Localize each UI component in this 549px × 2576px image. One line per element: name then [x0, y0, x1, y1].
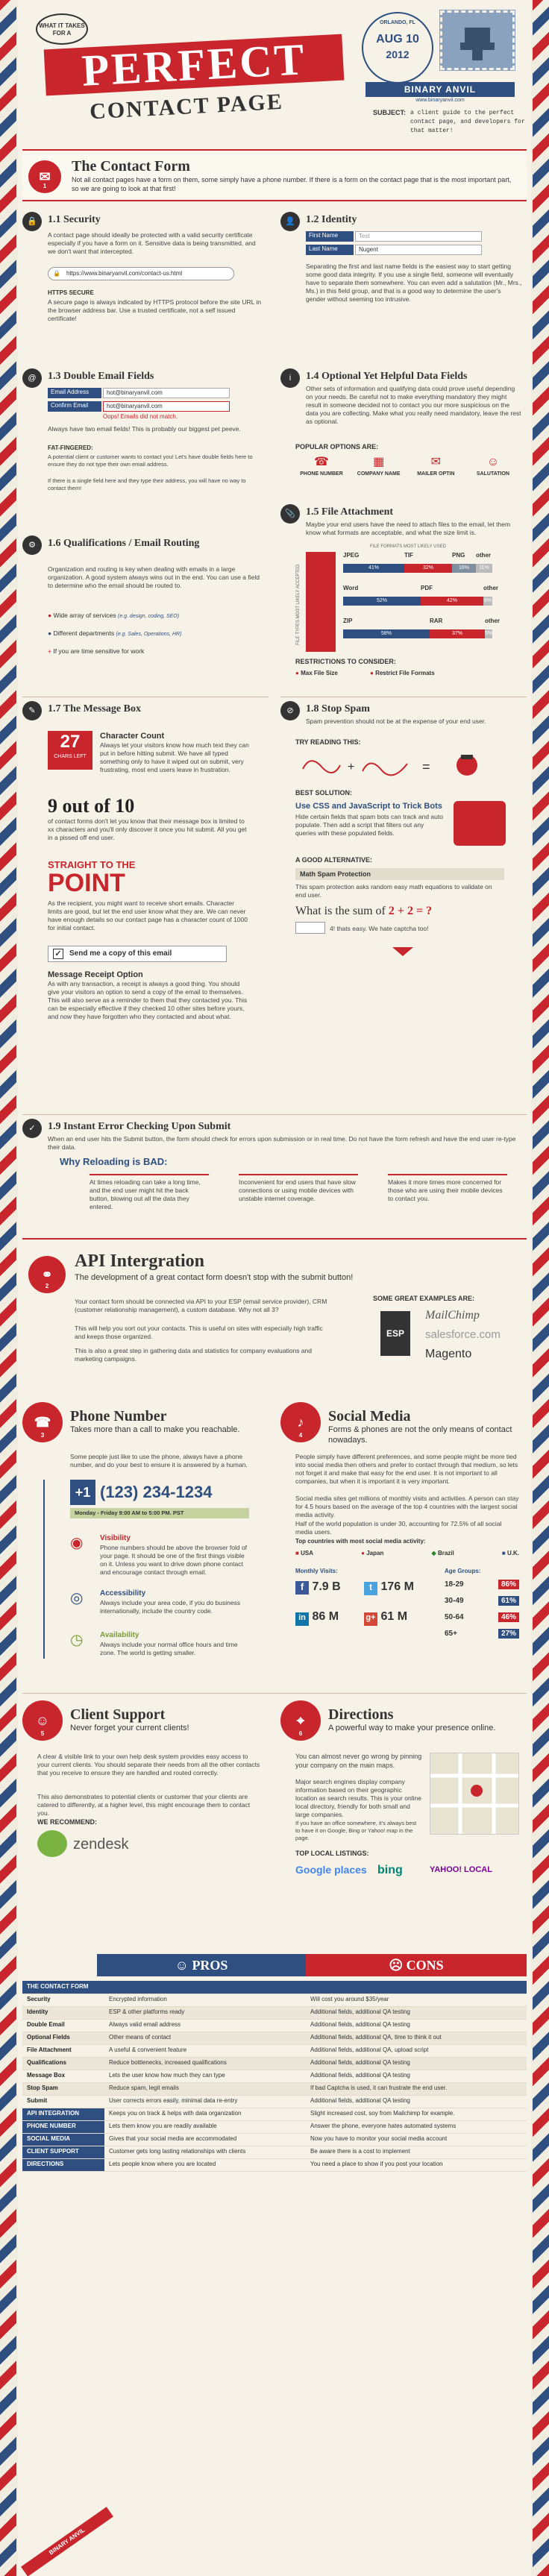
age-value: 27%: [498, 1629, 519, 1639]
file-share-bar: 37%: [430, 629, 485, 638]
count-title: Character Count: [100, 732, 165, 741]
directions-title: Directions: [328, 1706, 394, 1723]
qual-item-2: ● Different departments (e.g. Sales, Operations, HR): [48, 629, 182, 637]
phone-prefix: +1: [70, 1480, 95, 1505]
max-file-size: ● Max File Size: [295, 670, 338, 676]
chars-left-box: [48, 731, 92, 770]
subject-text: a client guide to the perfect contact page, and developers for that matter!: [410, 110, 525, 134]
googleplus-visits: 61 M: [380, 1610, 408, 1623]
airmail-border-right: [533, 0, 549, 2576]
file-type-label: PNG: [452, 552, 465, 559]
directions-text-3: If you have an office somewhere, it's always best to have it on Google, Bing or Yahoo! map in the page.: [295, 1820, 417, 1841]
bing-logo[interactable]: bing: [377, 1864, 403, 1876]
pc-row: Double Email Always valid email address Additional fields, additional QA testing: [22, 2019, 527, 2032]
identity-title: Identity: [321, 214, 357, 225]
https-text: A secure page is always indicated by HTTPS protocol before the site URL in the browser address bar. Use a trusted certificate, not a self issued certificate!: [48, 298, 261, 323]
qual-item-1: ● Wide array of services (e.g. design, coding, SEO): [48, 612, 180, 619]
message-num: 1.7: [48, 703, 61, 714]
header-badge: [36, 13, 88, 45]
link-icon: ⚭ 2: [28, 1256, 66, 1293]
first-name-label: First Name: [306, 231, 354, 242]
optional-title: Optional Yet Helpful Data Fields: [321, 371, 468, 382]
https-title: HTTPS SECURE: [48, 289, 94, 296]
cons-header: ☹ CONS: [306, 1954, 527, 1976]
mailer-option-icon: ✉: [430, 456, 442, 468]
api-section: [22, 1238, 527, 1372]
age-label: 65+: [445, 1630, 457, 1638]
accessibility-title: Accessibility: [100, 1589, 146, 1598]
magento-logo: Magento: [425, 1348, 472, 1360]
phone-icon: ☎ 3: [22, 1402, 63, 1442]
best-solution-text: Hide certain fields that spam bots can track and auto populate. Then add a script that filters out any queries with these populated fields.: [295, 813, 443, 838]
airmail-border-left: [0, 0, 16, 2576]
double-email-text: Always have two email fields! This is probably our biggest pet peeve.: [48, 425, 241, 433]
country-uk: ■ U.K.: [501, 1550, 519, 1556]
fat-fingered-title: FAT-FINGERED:: [48, 444, 93, 451]
lock-icon: 🔒: [22, 212, 42, 231]
api-title: API Intergration: [75, 1251, 204, 1271]
footer: [0, 2521, 549, 2576]
postage-stamp: [440, 10, 515, 70]
checkbox-icon[interactable]: ✓: [53, 949, 63, 959]
bot-icon: [454, 801, 506, 846]
svg-text:=: =: [422, 759, 430, 774]
bird-icon: ♪ 4: [280, 1402, 321, 1442]
age-value: 86%: [498, 1580, 519, 1589]
file-share-bar: 42%: [421, 597, 483, 606]
file-type-label: PDF: [421, 585, 433, 591]
email-error: Oops! Emails did not match.: [103, 413, 178, 420]
esp-crm-icon: ESP: [380, 1311, 410, 1356]
country-usa: ■ USA: [295, 1550, 313, 1556]
security-title: Security: [63, 214, 101, 225]
receipt-text: As with any transaction, a receipt is always a good thing. You should give your visitors an option to send a copy of the email to themselves. This will also serve as a reminder to them that they contacted you. This can be especially effective if they checked 10 other sites before yours, and now they have forgotten who they contacted and about what.: [48, 980, 248, 1021]
optional-text: Other sets of information and qualifying data could prove useful depending on your needs. Be careful not to make everything mandatory they might result in someone decided not to contact you our more suspicious on the data you are collecting. Make what you really need mandatory, leave the rest as optional.: [306, 385, 521, 426]
email-label: Email Address: [48, 388, 101, 398]
qualifications-title: Qualifications / Email Routing: [63, 538, 200, 549]
restrict-bullet-icon: ●: [370, 670, 374, 676]
japan-flag-icon: ●: [361, 1550, 365, 1556]
option-company: COMPANY NAME: [357, 471, 401, 477]
restrictions-label: RESTRICTIONS TO CONSIDER:: [295, 658, 396, 665]
double-email-section: [22, 368, 269, 525]
math-answer-field[interactable]: [295, 922, 325, 934]
message-title: The Message Box: [63, 703, 141, 714]
clock-icon: ◷: [70, 1632, 84, 1648]
top-listings-label: TOP LOCAL LISTINGS:: [295, 1850, 369, 1857]
security-num: 1.1: [48, 214, 61, 225]
subject-label: SUBJECT:: [373, 109, 407, 116]
phone-title: Phone Number: [70, 1408, 167, 1424]
math-tail: 4! thats easy. We hate captcha too!: [330, 925, 429, 932]
social-text-3: Half of the world population is under 30, accounting for 72.5% of all social media users.: [295, 1520, 502, 1536]
file-type-label: other: [483, 585, 498, 591]
email-field[interactable]: hot@binaryanvil.com: [103, 388, 230, 398]
age-label: 18-29: [445, 1580, 464, 1589]
file-num: 1.5: [306, 506, 319, 518]
restrict-formats: ● Restrict File Formats: [370, 670, 435, 676]
down-arrow-icon: [392, 947, 413, 956]
file-share-bar: 16%: [452, 564, 476, 573]
age-value: 61%: [498, 1596, 519, 1606]
captcha-illustration: [295, 750, 512, 780]
chars-label: CHARS LEFT: [54, 754, 87, 759]
confirm-email-label: Confirm Email: [48, 401, 101, 412]
contact-form-intro: [22, 149, 527, 201]
perfect-banner: PERFECT: [44, 34, 345, 96]
support-icon: ☺ 5: [22, 1700, 63, 1741]
pc-row: Qualifications Reduce bottlenecks, increased qualifications Additional fields, additional QA testing: [22, 2057, 527, 2070]
linkedin-icon[interactable]: in: [295, 1612, 309, 1626]
visibility-title: Visibility: [100, 1534, 131, 1542]
pros-cons-section: [22, 1954, 527, 2275]
identity-num: 1.2: [306, 214, 319, 225]
file-share-bar: 5%: [485, 629, 492, 638]
postmark-year: 2012: [386, 48, 410, 60]
social-section: [280, 1402, 527, 1686]
facebook-visits: 7.9 B: [312, 1580, 341, 1593]
directions-text-2: Major search engines display company information based on their geographic location as search results. This is your online local directory, friendly for both small and large companies.: [295, 1778, 421, 1819]
file-type-column: [306, 552, 336, 652]
availability-title: Availability: [100, 1631, 139, 1639]
reload-reasons: [90, 1174, 507, 1211]
try-reading-label: TRY READING THIS:: [295, 738, 361, 746]
last-name-field[interactable]: Nugent: [355, 245, 482, 255]
https-lock-icon: 🔒: [53, 270, 60, 277]
point-line-2: POINT: [48, 869, 125, 897]
visibility-text: Phone numbers should be above the browser fold of your page. It should be one of the first things visible on it. Unless you want to drive down phone contact and encourage contact through email.: [100, 1544, 248, 1577]
googleplus-icon[interactable]: g+: [364, 1612, 377, 1626]
api-subtitle: The development of a great contact form doesn't stop with the submit button!: [75, 1273, 354, 1282]
social-title: Social Media: [328, 1408, 411, 1424]
file-share-bar: 41%: [343, 564, 404, 573]
option-mailer: MAILER OPTIN: [417, 471, 455, 477]
file-type-label: other: [476, 552, 491, 559]
file-type-label: TIF: [404, 552, 413, 559]
person-icon: 👤: [280, 212, 300, 231]
age-row: [445, 1580, 519, 1593]
double-email-num: 1.3: [48, 371, 61, 382]
popular-options-list: [295, 455, 519, 477]
postmark-date: AUG 10: [376, 33, 419, 46]
optional-fields-section: [280, 368, 527, 499]
fat-fingered-text: A potential client or customer wants to contact you! Let's have double fields here to ensure they do not type their own email address.: [48, 453, 253, 468]
point-line-1: STRAIGHT TO THE: [48, 859, 136, 870]
file-share-bar: 32%: [404, 564, 452, 573]
math-title: Math Spam Protection: [295, 868, 504, 880]
svg-text:+: +: [348, 761, 355, 773]
examples-label: SOME GREAT EXAMPLES ARE:: [373, 1295, 475, 1302]
support-text-1: A clear & visible link to your own help desk system provides easy access to your current clients. You should separate their needs from all the other contacts that you receive to ensure they are handled and routed correctly.: [37, 1753, 260, 1777]
paperclip-icon: 📎: [280, 504, 300, 524]
recommend-label: WE RECOMMEND:: [37, 1818, 97, 1826]
pc-section-row: DIRECTIONS Lets people know where you are located You need a place to show if you post your location: [22, 2158, 527, 2171]
count-text: Always let your visitors know how much text they can put in before hitting submit. We have all typed something only to have it wiped out on submit, very frustrating, most end users leave in frustration.: [100, 741, 249, 774]
age-row: [445, 1629, 519, 1642]
phone-number[interactable]: (123) 234-1234: [100, 1483, 213, 1501]
what-it-takes: WHAT IT TAKES: [39, 22, 85, 29]
stop-spam-section: [280, 701, 527, 1119]
receipt-title: Message Receipt Option: [48, 970, 143, 979]
thumb-down-icon: ☹: [389, 1958, 404, 1973]
security-url: https://www.binaryanvil.com/contact-us.html: [66, 270, 183, 277]
support-title: Client Support: [70, 1706, 166, 1723]
chars-count: 27: [60, 732, 81, 752]
reload-reason-1: At times reloading can take a long time, and the end user might hit the back button, blowing out all the data they entered.: [90, 1174, 209, 1211]
send-copy-option[interactable]: [48, 946, 227, 962]
file-type-label: Word: [343, 585, 359, 591]
file-share-bar: 6%: [483, 597, 492, 606]
reload-reason-3: Makes it more times more concerned for those who are using their mobile devices to contact you.: [388, 1174, 507, 1211]
brand-ribbon: BINARY ANVIL: [366, 82, 515, 97]
top-countries-label: Top countries with most social media activity:: [295, 1538, 426, 1545]
social-subtitle: Forms & phones are not the only means of contact nowadays.: [328, 1425, 512, 1445]
mailchimp-logo: MailChimp: [425, 1309, 480, 1322]
thumb-up-icon: ☺: [175, 1958, 189, 1973]
reload-reason-2: Inconvenient for end users that have slow connections or using mobile devices with unstable internet coverage.: [239, 1174, 358, 1211]
best-solution-label: BEST SOLUTION:: [295, 789, 352, 797]
popular-options-label: POPULAR OPTIONS ARE:: [295, 443, 379, 450]
brand-site: www.binaryanvil.com: [415, 98, 465, 103]
security-text: A contact page should ideally be protected with a valid security certificate especially if you have a form on it. Sensitive data is being transmitted, and we don't want that intercepted.: [48, 231, 256, 256]
qualifications-list: [48, 607, 264, 659]
qual-item-3: + If you are time sensitive for work: [48, 647, 145, 655]
age-label: 30-49: [445, 1597, 464, 1605]
country-japan: ● Japan: [361, 1550, 384, 1556]
directions-subtitle: A powerful way to make your presence online.: [328, 1724, 496, 1732]
why-reloading: Why Reloading is BAD:: [60, 1156, 168, 1167]
header: [22, 7, 527, 138]
pros-cons-table: [22, 1981, 527, 2172]
pc-row: Message Box Lets the user know how much they can type Additional fields, additional QA testing: [22, 2070, 527, 2082]
pc-section-row: API INTEGRATION Keeps you on track & helps with data organization Slight increased cost, soy from Mailchimp for example.: [22, 2108, 527, 2120]
divider: [22, 1114, 527, 1115]
phone-text: Some people just like to use the phone, always have a phone number, and do your best to ensure it is answered by a human.: [70, 1453, 248, 1469]
zendesk-mascot-icon: [37, 1830, 67, 1857]
uk-flag-icon: ■: [501, 1550, 506, 1556]
age-row: [445, 1596, 519, 1609]
math-text: This spam protection asks random easy math equations to validate on end user.: [295, 883, 492, 899]
last-name-label: Last Name: [306, 245, 354, 255]
file-share-bar: 11%: [476, 564, 492, 573]
eye-icon: ◉: [70, 1535, 84, 1551]
file-chart-title: FILE FORMATS MOST LIKELY USED: [370, 544, 446, 549]
pros-header: ☺ PROS: [97, 1954, 306, 1976]
monthly-visits-grid: [295, 1580, 430, 1662]
age-row: [445, 1612, 519, 1626]
directions-text-1: You can almost never go wrong by pinning your company on the main maps.: [295, 1753, 422, 1769]
pc-section-row: PHONE NUMBER Lets them know you are readily available Answer the phone, everyone hates automated systems: [22, 2120, 527, 2133]
nine-text: of contact forms don't let you know that their message box is limited to xx characters and you'll only discover it once you hit submit. All you get in a pissed off end user.: [48, 817, 247, 842]
globe-icon: ◎: [70, 1590, 84, 1606]
salesforce-logo: salesforce.com: [425, 1328, 501, 1341]
salutation-option-icon: ☺: [486, 456, 500, 468]
contact-form-title: The Contact Form: [72, 158, 190, 175]
file-text: Maybe your end users have the need to attach files to the email, let them know what formats are acceptable, and what the size limit is.: [306, 521, 511, 537]
file-type-label: ZIP: [343, 618, 353, 624]
file-row: [343, 552, 507, 582]
pc-section-row: CLIENT SUPPORT Customer gets long lasting relationships with clients Be aware there is a cost to implement: [22, 2146, 527, 2158]
pc-row: Submit User corrects errors easily, minimal data re-entry Additional fields, additional QA testing: [22, 2095, 527, 2108]
brazil-flag-icon: ◆: [431, 1550, 436, 1556]
contact-form-text: Not all contact pages have a form on them, some simply have a phone number. If there is a form on the contact page that is the most important part, so we are going to look at that first!: [72, 176, 512, 192]
point-text: As the recipient, you might want to receive short emails. Character limits are good, but let the end user know what they are. We can never have enough details so our contact page has a character count of 1000 for initial contact.: [48, 899, 248, 932]
fat-fingered-text-2: If there is a single field here and they type their address, you will have no way to contact them!: [48, 477, 246, 491]
good-alternative-label: A GOOD ALTERNATIVE:: [295, 856, 372, 864]
file-row: [343, 585, 507, 615]
identity-section: [280, 212, 527, 361]
footer-brand: BINARY ANVIL: [21, 2507, 113, 2576]
country-list: [295, 1550, 519, 1557]
message-box-section: [22, 701, 269, 1119]
best-solution-title: Use CSS and JavaScript to Trick Bots: [295, 802, 442, 811]
pin-icon: ⌖ 6: [280, 1700, 321, 1741]
file-row: [343, 618, 507, 647]
pc-head: THE CONTACT FORM: [22, 1981, 527, 1994]
math-question: What is the sum of 2 + 2 = ?: [295, 905, 433, 917]
max-bullet-icon: ●: [295, 670, 299, 676]
spam-title: Stop Spam: [321, 703, 370, 714]
first-name-field[interactable]: Test: [355, 231, 482, 242]
pc-row: Optional Fields Other means of contact Additional fields, additional QA, time to think it out: [22, 2032, 527, 2044]
google-places-logo[interactable]: Google places: [295, 1864, 367, 1876]
company-option-icon: ▦: [373, 456, 385, 468]
age-value: 46%: [498, 1612, 519, 1622]
qualifications-num: 1.6: [48, 538, 61, 549]
pc-row: Security Encrypted information Will cost you around $35/year: [22, 1994, 527, 2006]
support-subtitle: Never forget your current clients!: [70, 1724, 189, 1732]
check-icon: ✓: [22, 1119, 42, 1138]
phone-hours: Monday - Friday 9:00 AM to 5:00 PM. PST: [70, 1508, 249, 1518]
qualifications-text: Organization and routing is key when dealing with emails in a large organization. A good system always wins out in the end. You can use a field to determine who the email should be routed to.: [48, 565, 260, 590]
file-type-label: JPEG: [343, 552, 360, 559]
twitter-visits: 176 M: [380, 1580, 414, 1593]
routing-icon: ⚙: [22, 535, 42, 555]
file-type-label: other: [485, 618, 500, 624]
envelope-icon: ✉ 1: [28, 160, 61, 193]
pc-row: Identity ESP & other platforms ready Additional fields, additional QA testing: [22, 2006, 527, 2019]
info-icon: i: [280, 368, 300, 388]
instant-title: Instant Error Checking Upon Submit: [63, 1121, 231, 1132]
phone-section: [22, 1402, 269, 1686]
postmark: [362, 12, 433, 84]
instant-num: 1.9: [48, 1121, 61, 1132]
optional-num: 1.4: [306, 371, 319, 382]
age-groups-label: Age Groups:: [445, 1568, 481, 1574]
social-text-2: Social media sites get millions of monthly visits and activities. A person can stay for 4.5 hours based on the average of the top 4 countries with the largest social media activity.: [295, 1495, 519, 1519]
pc-section-row: SOCIAL MEDIA Gives that your social media are accommodated Now you have to monitor your social media account: [22, 2133, 527, 2146]
api-text-3: This is also a great step in gathering data and statistics for company evaluations and marketing campaigns.: [75, 1347, 312, 1363]
phone-option-icon: ☎: [314, 456, 329, 468]
instant-error-section: [22, 1119, 527, 1223]
zendesk-logo[interactable]: zendesk: [73, 1836, 129, 1853]
file-share-bar: 58%: [343, 629, 430, 638]
monthly-visits-label: Monthly Visits:: [295, 1568, 338, 1574]
map-illustration: [430, 1753, 519, 1835]
double-email-title: Double Email Fields: [63, 371, 154, 382]
file-type-label: RAR: [430, 618, 443, 624]
yahoo-local-logo[interactable]: YAHOO! LOCAL: [430, 1865, 492, 1874]
support-section: [22, 1700, 269, 1947]
pencil-icon: ✎: [22, 701, 42, 720]
nine-of-ten: 9 out of 10: [48, 795, 135, 817]
social-text-1: People simply have different preferences, and some people might be more tied into social media then others and prefer to contact through that medium, so lets not forget it and make that easy for the end user. It is not important to all companies, but when it is important it is very important.: [295, 1453, 518, 1486]
twitter-icon[interactable]: t: [364, 1582, 377, 1595]
at-icon: @: [22, 368, 42, 388]
spam-text: Spam prevention should not be at the expense of your end user.: [306, 717, 486, 725]
phone-timeline: [43, 1480, 45, 1659]
file-title: File Attachment: [321, 506, 394, 518]
identity-text: Separating the first and last name fields is the easiest way to start getting some good data integrity. If you use a single field, someone will eventually have to separate them somewhere. You can even add a salutation (Mr., Mrs., Ms.) in this field group, and that is a good way to determine the user's gender without seeming too intrusive.: [306, 263, 522, 304]
option-salutation: SALUTATION: [476, 471, 509, 477]
for-a: FOR A: [52, 30, 72, 37]
pc-row: File Attachment A useful & convenient feature Additional fields, additional QA, upload script: [22, 2044, 527, 2057]
file-side-label: FILE TYPES MOST LIKELY ACCEPTED: [296, 564, 301, 645]
api-text-2: This will help you sort out your contacts. This is useful on sites with especially high traffic and keeps those organized.: [75, 1325, 323, 1341]
file-attachment-section: [280, 504, 527, 691]
facebook-icon[interactable]: f: [295, 1581, 309, 1595]
security-section: [22, 212, 269, 361]
stop-icon: ⊘: [280, 701, 300, 720]
api-text-1: Your contact form should be connected via API to your ESP (email service provider), CRM (customer relationship management), a custom database. Why not all 3?: [75, 1298, 327, 1314]
qualifications-section: [22, 535, 269, 685]
contact-page-title: CONTACT PAGE: [89, 89, 284, 125]
file-share-bar: 52%: [343, 597, 421, 606]
option-phone: PHONE NUMBER: [300, 471, 343, 477]
usa-flag-icon: ■: [295, 1550, 299, 1556]
directions-section: [280, 1700, 527, 1947]
support-text-2: This also demonstrates to potential clients or customer that your clients are catered to differently, at a higher level, this might encourage them to contact you.: [37, 1793, 251, 1818]
country-brazil: ◆ Brazil: [431, 1550, 454, 1556]
pc-row: Stop Spam Reduce spam, legit emails If bad Captcha is used, it can frustrate the end user.: [22, 2082, 527, 2095]
spam-num: 1.8: [306, 703, 319, 714]
divider: [22, 1693, 527, 1694]
postmark-top: ORLANDO, FL: [380, 20, 415, 25]
phone-subtitle: Takes more than a call to make you reachable.: [70, 1425, 240, 1434]
security-url-bar: [48, 267, 234, 280]
instant-text: When an end user hits the Submit button, the form should check for errors upon submission or in real time. Do not have the form refresh and have the end user re-type their data.: [48, 1135, 516, 1152]
accessibility-text: Always include your area code, if you do business internationally, include the country code.: [100, 1599, 241, 1615]
confirm-email-field[interactable]: hot@binaryanvil.com: [103, 401, 230, 412]
send-copy-label: Send me a copy of this email: [69, 949, 172, 958]
availability-text: Always include your normal office hours and time zone. The world is getting smaller.: [100, 1641, 238, 1657]
linkedin-visits: 86 M: [312, 1610, 339, 1623]
age-label: 50-64: [445, 1613, 464, 1621]
